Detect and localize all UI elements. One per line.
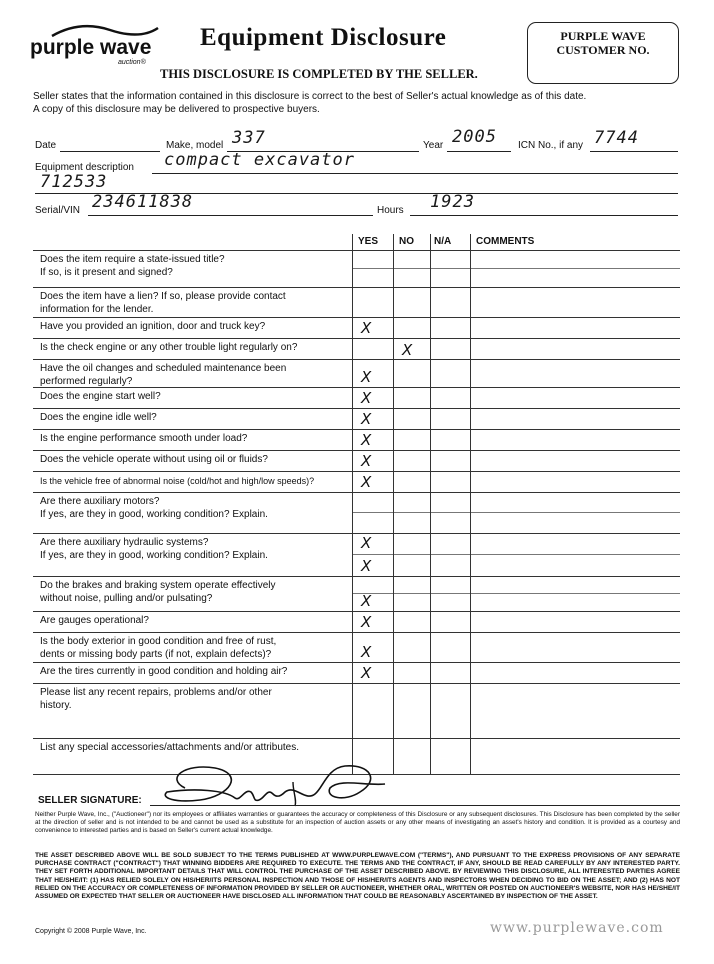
answer-cell-na[interactable] — [430, 450, 470, 471]
page-title — [200, 24, 446, 52]
question-text: Does the engine idle well? — [40, 412, 157, 423]
equipment-description-value: compact excavator — [164, 150, 355, 170]
logo-subtext: auction® — [118, 59, 146, 66]
answer-cell-no[interactable] — [393, 683, 430, 738]
customer-box-line1: PURPLE WAVE — [560, 29, 646, 43]
answer-cell-yes[interactable] — [352, 683, 393, 738]
answer-cell-yes[interactable] — [352, 287, 393, 317]
answer-cell-yes[interactable] — [352, 250, 393, 287]
hours-label: Hours — [377, 205, 404, 216]
answer-cell-yes[interactable] — [352, 387, 393, 408]
signature-line — [150, 805, 680, 806]
answer-cell-no[interactable] — [393, 287, 430, 317]
page-subtitle: THIS DISCLOSURE IS COMPLETED BY THE SELLER. — [160, 67, 478, 81]
answer-cell-comments[interactable] — [470, 359, 680, 387]
answer-cell-na[interactable] — [430, 533, 470, 576]
customer-number-box[interactable] — [527, 22, 679, 84]
answer-cell-comments[interactable] — [470, 632, 680, 662]
answer-cell-na[interactable] — [430, 683, 470, 738]
page-title-text: Equipment Disclosure — [200, 24, 447, 51]
icn-label: ICN No., if any — [518, 140, 584, 151]
answer-cell-na[interactable] — [430, 662, 470, 683]
answer-cell-no[interactable] — [393, 576, 430, 611]
check-mark: X — [361, 592, 372, 610]
question-text: Do the brakes and braking system operate effectively — [40, 580, 276, 591]
answer-cell-yes[interactable] — [352, 533, 393, 576]
answer-cell-no[interactable] — [393, 632, 430, 662]
answer-cell-na[interactable] — [430, 632, 470, 662]
answer-cell-comments[interactable] — [470, 471, 680, 492]
question-text: Please list any recent repairs, problems and/or other — [40, 687, 272, 698]
check-mark: X — [361, 389, 372, 407]
question-text: Is the engine performance smooth under load? — [40, 433, 248, 444]
answer-cell-no[interactable] — [393, 317, 430, 338]
date-field[interactable] — [60, 151, 160, 152]
make-model-value: 337 — [232, 128, 266, 148]
year-value: 2005 — [452, 127, 497, 147]
answer-cell-comments[interactable] — [470, 492, 680, 533]
answer-cell-no[interactable] — [393, 387, 430, 408]
question-text: information for the lender. — [40, 303, 154, 315]
date-label: Date — [35, 140, 57, 151]
question-text: Does the item require a state-issued title? — [40, 254, 225, 265]
answer-cell-yes[interactable] — [352, 359, 393, 387]
answer-cell-no[interactable] — [393, 662, 430, 683]
question-text: If yes, are they in good, working condition? Explain. — [40, 549, 268, 561]
column-header-na: N/A — [434, 236, 452, 247]
answer-cell-comments[interactable] — [470, 576, 680, 611]
answer-cell-comments[interactable] — [470, 287, 680, 317]
question-text: dents or missing body parts (if not, explain defects)? — [40, 648, 272, 660]
disclaimer-text: Neither Purple Wave, Inc., ("Auctioneer") nor its employees or affiliates warranties or guarantees the accuracy or completeness of this Disclosure or any subsequent disclosures. This Disclosure has been completed by the seller at the direction of seller and is not intended to be and cannot be used as a substitute for an inspection of auction assets or any other means of investigating an asset's history and condition. It is provided as a courtesy and convenience to interested parties and is based on Seller's current actual knowledge. — [35, 811, 680, 834]
answer-cell-comments[interactable] — [470, 387, 680, 408]
check-mark: X — [402, 341, 413, 359]
equipment-description-value-2: 712533 — [40, 172, 108, 192]
hours-value: 1923 — [430, 192, 475, 212]
question-text: Are gauges operational? — [40, 615, 149, 626]
hours-field[interactable] — [410, 215, 678, 216]
check-mark: X — [361, 664, 372, 682]
question-text: Have the oil changes and scheduled maintenance been — [40, 363, 287, 374]
check-mark: X — [361, 534, 372, 552]
check-mark: X — [361, 319, 372, 337]
serial-vin-value: 234611838 — [92, 192, 194, 212]
serial-vin-field[interactable] — [88, 215, 373, 216]
answer-cell-na[interactable] — [430, 250, 470, 287]
check-mark: X — [361, 613, 372, 631]
answer-cell-comments[interactable] — [470, 338, 680, 359]
icn-value: 7744 — [594, 128, 639, 148]
answer-cell-yes[interactable] — [352, 429, 393, 450]
answer-cell-yes[interactable] — [352, 317, 393, 338]
answer-cell-yes[interactable] — [352, 492, 393, 533]
answer-cell-comments[interactable] — [470, 683, 680, 738]
question-text: Are there auxiliary motors? — [40, 496, 160, 507]
answer-cell-comments[interactable] — [470, 429, 680, 450]
answer-cell-comments[interactable] — [470, 662, 680, 683]
answer-cell-yes[interactable] — [352, 408, 393, 429]
answer-cell-no[interactable] — [393, 250, 430, 287]
answer-cell-no[interactable] — [393, 611, 430, 632]
question-text: Does the item have a lien? If so, please provide contact — [40, 291, 286, 302]
answer-cell-no[interactable] — [393, 429, 430, 450]
question-text: without noise, pulling and/or pulsating? — [40, 592, 213, 604]
answer-cell-comments[interactable] — [470, 450, 680, 471]
year-field[interactable] — [447, 151, 511, 152]
check-mark: X — [361, 643, 372, 661]
answer-cell-no[interactable] — [393, 533, 430, 576]
question-text: Have you provided an ignition, door and truck key? — [40, 321, 266, 332]
answer-cell-yes[interactable] — [352, 632, 393, 662]
answer-cell-no[interactable] — [393, 338, 430, 359]
copyright: Copyright © 2008 Purple Wave, Inc. — [35, 928, 147, 935]
answer-cell-na[interactable] — [430, 287, 470, 317]
answer-cell-no[interactable] — [393, 408, 430, 429]
website-watermark[interactable]: www.purplewave.com — [490, 920, 664, 936]
answer-cell-comments[interactable] — [470, 611, 680, 632]
question-text: Are the tires currently in good condition and holding air? — [40, 666, 288, 677]
question-text: history. — [40, 699, 72, 711]
intro-line-2: A copy of this disclosure may be delivered to prospective buyers. — [33, 104, 320, 115]
answer-cell-yes[interactable] — [352, 471, 393, 492]
terms-text: THE ASSET DESCRIBED ABOVE WILL BE SOLD SUBJECT TO THE TERMS PUBLISHED AT WWW.PURPLEWAVE.COM ("TERMS"), AND PURSUANT TO THE EXPRESS PROVISIONS OF ANY SEPARATE PURCHASE CONTRACT ("CONTRACT") THAT WINNING BIDDERS ARE REQUIRED TO EXECUTE. THE TERMS AND THE CONTRACT, IF ANY, SHOULD BE READ CAREFULLY BY ANY INTERESTED PARTY. THEY SET FORTH ADDITIONAL IMPORTANT DETAILS THAT WILL CONTROL THE PURCHASE OF THE ASSET DESCRIBED ABOVE. BY REVIEWING THIS DISCLOSURE, ALL INTERESTED PARTIES AGREE THAT HE/SHE/IT: (1) HAS RELIED SOLELY ON HIS/HER/ITS PERSONAL INSPECTION AND THOSE OF HIS/HER/ITS AGENTS AND INSPECTORS WHEN DECIDING TO BID ON THE ASSET; AND (2) HAS NOT RELIED ON THE ACCURACY OR COMPLETENESS OF INFORMATION PROVIDED BY SELLER OR AUCTIONEER, WHETHER ORAL, WRITTEN OR POSTED ON AUCTIONEER'S WEBSITE, NOR HAS HE/SHE/IT ASSUMED OR EXPECTED THAT SELLER OR AUCTIONEER HAVE DISCLOSED ALL INFORMATION THAT COULD BE REASONABLY ASCERTAINED BY INSPECTION OF THE ASSET. — [35, 852, 680, 901]
year-label: Year — [423, 140, 444, 151]
check-mark: X — [361, 431, 372, 449]
column-header-yes: YES — [358, 236, 379, 247]
answer-cell-yes[interactable] — [352, 338, 393, 359]
question-text: Is the vehicle free of abnormal noise (cold/hot and high/low speeds)? — [40, 476, 315, 486]
answer-cell-na[interactable] — [430, 429, 470, 450]
answer-cell-na[interactable] — [430, 576, 470, 611]
question-text: If so, is it present and signed? — [40, 266, 173, 278]
seller-signature-image — [155, 758, 415, 808]
equipment-description-field[interactable] — [152, 173, 678, 174]
check-mark: X — [361, 410, 372, 428]
answer-cell-comments[interactable] — [470, 250, 680, 287]
answer-cell-na[interactable] — [430, 338, 470, 359]
answer-cell-na[interactable] — [430, 317, 470, 338]
answer-cell-comments[interactable] — [470, 317, 680, 338]
answer-cell-no[interactable] — [393, 450, 430, 471]
seller-signature-label: SELLER SIGNATURE: — [38, 795, 142, 806]
answer-cell-comments[interactable] — [470, 408, 680, 429]
signature-area[interactable] — [35, 758, 680, 808]
logo-text: purple wave — [30, 36, 152, 59]
check-mark: X — [361, 473, 372, 491]
answer-cell-no[interactable] — [393, 492, 430, 533]
answer-cell-comments[interactable] — [470, 533, 680, 576]
logo — [30, 30, 160, 70]
check-mark: X — [361, 368, 372, 386]
question-text: Is the check engine or any other trouble light regularly on? — [40, 342, 298, 353]
column-header-no: NO — [399, 236, 414, 247]
answer-cell-na[interactable] — [430, 492, 470, 533]
question-text: Are there auxiliary hydraulic systems? — [40, 537, 209, 548]
answer-cell-no[interactable] — [393, 359, 430, 387]
question-text: List any special accessories/attachments and/or attributes. — [40, 742, 300, 753]
serial-vin-label: Serial/VIN — [35, 205, 81, 216]
answer-cell-na[interactable] — [430, 359, 470, 387]
intro-line-1: Seller states that the information contained in this disclosure is correct to the best of Seller's actual knowledge as of this date. — [33, 91, 587, 102]
question-text: performed regularly? — [40, 375, 133, 387]
answer-cell-yes[interactable] — [352, 450, 393, 471]
icn-field[interactable] — [590, 151, 678, 152]
answer-cell-na[interactable] — [430, 471, 470, 492]
column-header-comments: COMMENTS — [476, 236, 535, 247]
make-model-label: Make, model — [166, 140, 224, 151]
answer-cell-yes[interactable] — [352, 611, 393, 632]
answer-cell-no[interactable] — [393, 471, 430, 492]
question-text: Does the vehicle operate without using oil or fluids? — [40, 454, 268, 465]
equipment-description-label: Equipment description — [35, 162, 134, 173]
answer-cell-na[interactable] — [430, 408, 470, 429]
check-mark: X — [361, 452, 372, 470]
customer-box-line2: CUSTOMER NO. — [556, 43, 650, 57]
question-text: Is the body exterior in good condition and free of rust, — [40, 636, 277, 647]
question-text: Does the engine start well? — [40, 391, 161, 402]
check-mark: X — [361, 557, 372, 575]
question-text: If yes, are they in good, working condition? Explain. — [40, 508, 268, 520]
answer-cell-na[interactable] — [430, 387, 470, 408]
answer-cell-yes[interactable] — [352, 576, 393, 611]
answer-cell-yes[interactable] — [352, 662, 393, 683]
answer-cell-na[interactable] — [430, 611, 470, 632]
